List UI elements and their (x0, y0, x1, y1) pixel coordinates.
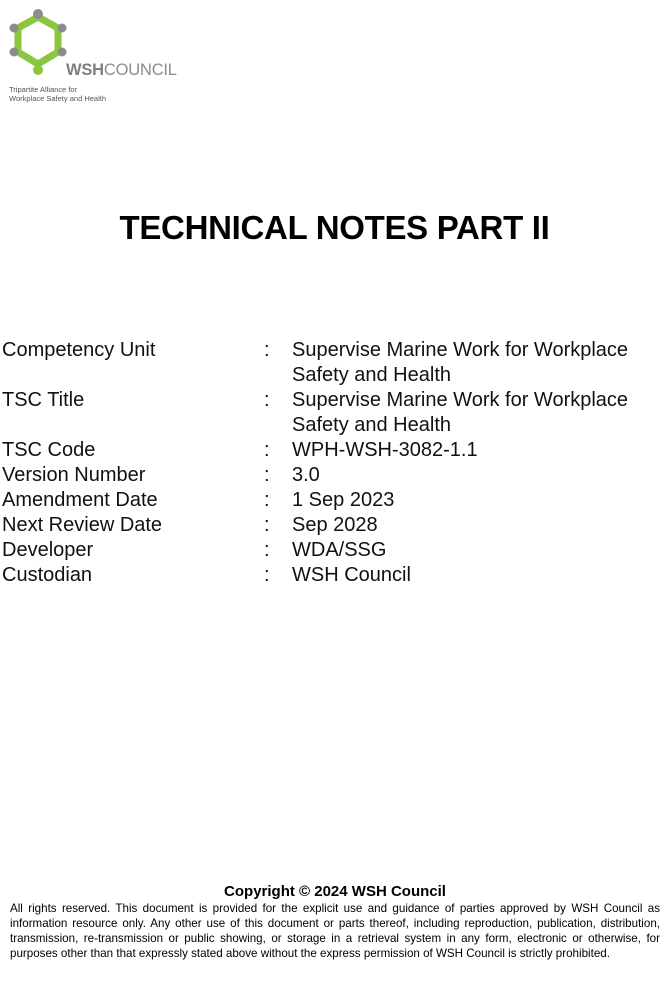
details-row (2, 538, 662, 563)
wsh-council-logo (6, 8, 186, 104)
details-separator: : (264, 339, 270, 361)
details-separator: : (264, 489, 270, 511)
details-label: Version Number (2, 464, 146, 486)
copyright-notice (10, 882, 660, 961)
details-label: Custodian (2, 564, 93, 586)
wsh-council-emblem-icon (6, 8, 70, 80)
logo-tagline (9, 85, 106, 103)
document-details-table (2, 338, 662, 588)
details-label: Developer (2, 539, 94, 561)
logo-wordmark-bold: WSH (66, 61, 104, 79)
logo-wordmark-regular: COUNCIL (103, 61, 177, 79)
details-row (2, 388, 662, 438)
details-value: 1 Sep 2023 (292, 489, 395, 511)
details-separator: : (264, 539, 270, 561)
details-separator: : (264, 464, 270, 486)
details-label: Next Review Date (2, 514, 163, 536)
logo-tagline-line1: Tripartite Alliance for (9, 85, 78, 94)
copyright-text: All rights reserved. This document is provided for the explicit use and guidance of parties approved by WSH Council as information resource only. Any other use of this document or parts thereof, including reproduction, publication, distribution, transmission, re-transmission or public showing, or storage in a retrieval system in any form, electronic or otherwise, for purposes other than that expressly stated above without the express permission of WSH Council is strictly prohibited. (10, 902, 660, 960)
details-value: Supervise Marine Work for Workplace Safety and Health (292, 389, 629, 436)
logo-wordmark (66, 61, 177, 80)
details-row (2, 513, 662, 538)
details-value: WPH-WSH-3082-1.1 (292, 439, 478, 461)
details-label: TSC Code (2, 439, 96, 461)
details-row (2, 438, 662, 463)
logo-tagline-line2: Workplace Safety and Health (9, 94, 106, 103)
details-row (2, 563, 662, 588)
details-separator: : (264, 439, 270, 461)
details-separator: : (264, 389, 270, 411)
details-value: Supervise Marine Work for Workplace Safety and Health (292, 339, 629, 386)
details-value: Sep 2028 (292, 514, 378, 536)
details-row (2, 488, 662, 513)
details-separator: : (264, 564, 270, 586)
details-value: WDA/SSG (292, 539, 387, 561)
details-row (2, 338, 662, 388)
details-separator: : (264, 514, 270, 536)
document-title: TECHNICAL NOTES PART II (119, 209, 550, 246)
copyright-title: Copyright © 2024 WSH Council (224, 883, 446, 900)
details-label: Amendment Date (2, 489, 158, 511)
details-value: 3.0 (292, 464, 320, 486)
details-row (2, 463, 662, 488)
details-label: Competency Unit (2, 339, 156, 361)
details-label: TSC Title (2, 389, 85, 411)
details-value: WSH Council (292, 564, 411, 586)
